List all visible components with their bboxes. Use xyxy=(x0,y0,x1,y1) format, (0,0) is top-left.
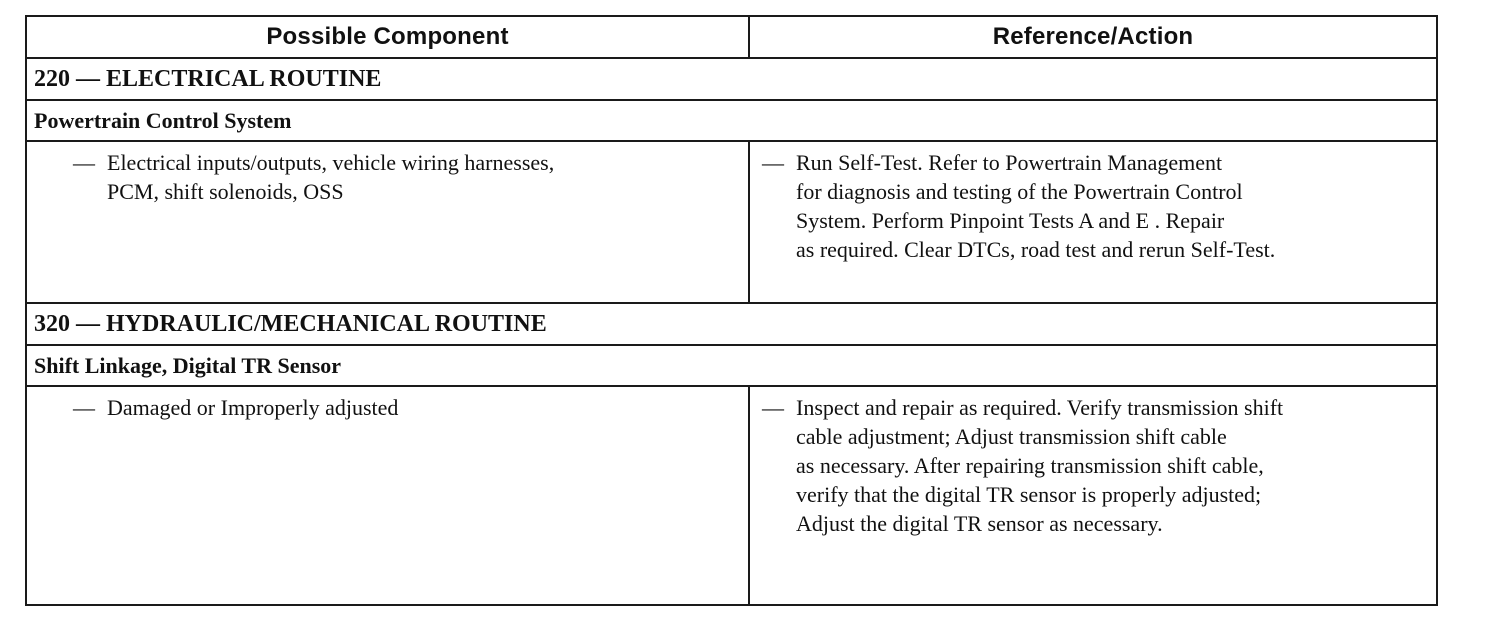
section-title-electrical-routine: 220 — ELECTRICAL ROUTINE xyxy=(26,58,1437,100)
column-header-reference-action: Reference/Action xyxy=(749,16,1437,58)
component-text: Electrical inputs/outputs, vehicle wiring harnesses, PCM, shift solenoids, OSS xyxy=(107,150,555,204)
list-item xyxy=(73,393,748,422)
table-row xyxy=(26,386,1437,605)
section-title-hydraulic-mechanical-routine: 320 — HYDRAULIC/MECHANICAL ROUTINE xyxy=(26,303,1437,345)
subsection-title-shift-linkage: Shift Linkage, Digital TR Sensor xyxy=(26,345,1437,386)
action-text: Run Self-Test. Refer to Powertrain Management for diagnosis and testing of the Powertrain Control System. Perform Pinpoint Tests A and E . Repair as required. Clear DTCs, road test and rerun Self-Test. xyxy=(796,150,1276,262)
list-item xyxy=(73,148,748,206)
possible-component-cell xyxy=(26,141,749,303)
column-header-possible-component: Possible Component xyxy=(26,16,749,58)
em-dash-bullet: — xyxy=(762,150,784,175)
action-text: Inspect and repair as required. Verify transmission shift cable adjustment; Adjust transmission shift cable as necessary. After repairing transmission shift cable, verify that the digital TR sensor is properly adjusted; Adjust the digital TR sensor as necessary. xyxy=(796,395,1284,536)
possible-component-cell xyxy=(26,386,749,605)
component-text: Damaged or Improperly adjusted xyxy=(107,395,399,420)
em-dash-bullet: — xyxy=(73,150,95,175)
subsection-row xyxy=(26,345,1437,386)
header-row xyxy=(26,16,1437,58)
subsection-title-powertrain-control-system: Powertrain Control System xyxy=(26,100,1437,141)
reference-action-cell xyxy=(749,386,1437,605)
section-row xyxy=(26,58,1437,100)
list-item xyxy=(762,148,1436,264)
reference-action-cell xyxy=(749,141,1437,303)
em-dash-bullet: — xyxy=(762,395,784,420)
list-item xyxy=(762,393,1436,538)
table-row xyxy=(26,141,1437,303)
subsection-row xyxy=(26,100,1437,141)
diagnosis-table xyxy=(25,15,1438,606)
section-row xyxy=(26,303,1437,345)
em-dash-bullet: — xyxy=(73,395,95,420)
